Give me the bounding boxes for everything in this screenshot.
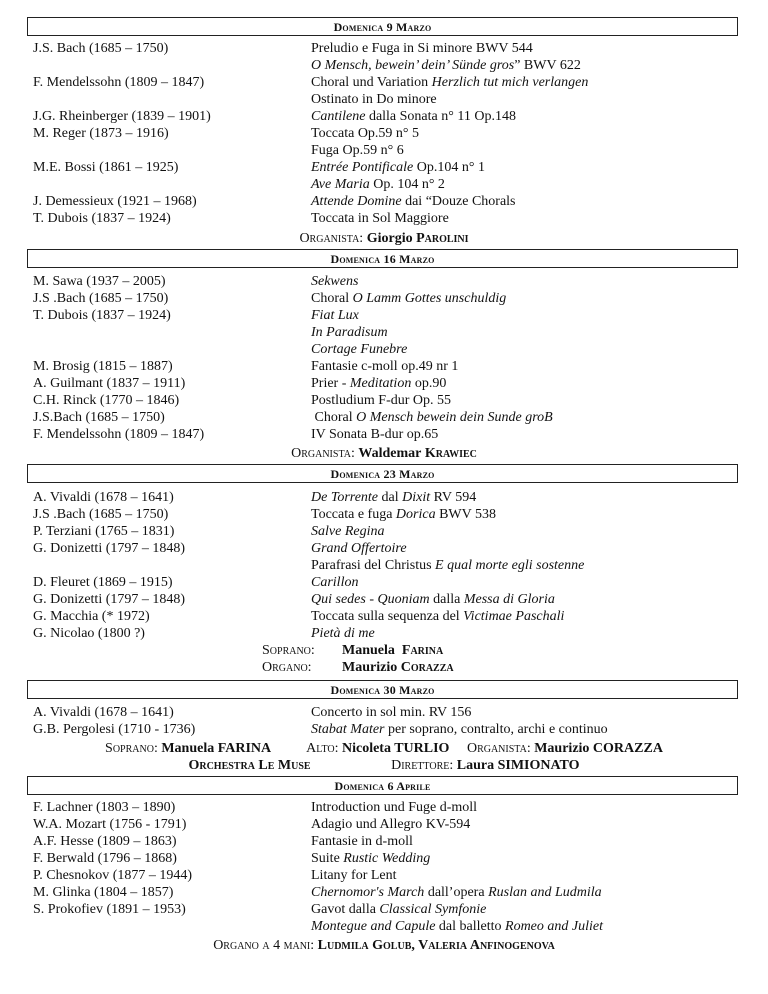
soprano-credit: Soprano: Manuela Farina — [262, 643, 444, 658]
program-row — [33, 426, 748, 443]
program-row — [33, 884, 748, 901]
program-row — [33, 341, 748, 358]
composer: T. Dubois (1837 – 1924) — [33, 211, 171, 226]
piece: Cantilene dalla Sonata n° 11 Op.148 — [311, 109, 516, 124]
program-row — [33, 40, 748, 57]
piece: Fuga Op.59 n° 6 — [311, 143, 404, 158]
piece: Grand Offertoire — [311, 541, 407, 556]
program-row — [33, 608, 748, 625]
program-row — [33, 557, 748, 574]
composer: J.S. Bach (1685 – 1750) — [33, 41, 169, 56]
piece: Attende Domine dai “Douze Chorals — [311, 194, 516, 209]
composer: M.E. Bossi (1861 – 1925) — [33, 160, 179, 175]
program-row — [33, 625, 748, 642]
piece: Choral O Lamm Gottes unschuldig — [311, 291, 507, 306]
composer: J. Demessieux (1921 – 1968) — [33, 194, 197, 209]
program-row — [33, 901, 748, 918]
piece: Qui sedes - Quoniam dalla Messa di Gloria — [311, 592, 555, 607]
piece: Toccata Op.59 n° 5 — [311, 126, 420, 141]
piece: O Mensch, bewein’ dein’ Sünde gros” BWV 622 — [311, 58, 581, 73]
composer: M. Glinka (1804 – 1857) — [33, 885, 174, 900]
piece: Concerto in sol min. RV 156 — [311, 705, 472, 720]
program-row — [33, 57, 748, 74]
composer: D. Fleuret (1869 – 1915) — [33, 575, 173, 590]
performer-credit: Organista: Waldemar Krawiec — [291, 446, 477, 461]
program-row — [33, 506, 748, 523]
piece: Ostinato in Do minore — [311, 92, 437, 107]
section-header-30-marzo: Domenica 30 Marzo — [27, 680, 738, 699]
organ-credit: Organo: Maurizio Corazza — [262, 660, 454, 675]
performers-credit: Soprano: Manuela FARINA Alto: Nicoleta TURLIO Organista: Maurizio CORAZZA — [105, 741, 663, 756]
program-row — [33, 290, 748, 307]
piece: Toccata sulla sequenza del Victimae Paschali — [311, 609, 565, 624]
program-row — [33, 867, 748, 884]
program-row — [33, 833, 748, 850]
piece: Fantasie c-moll op.49 nr 1 — [311, 359, 459, 374]
program-row — [33, 307, 748, 324]
piece: Prier - Meditation op.90 — [311, 376, 447, 391]
piece: Choral und Variation Herzlich tut mich verlangen — [311, 75, 589, 90]
composer: S. Prokofiev (1891 – 1953) — [33, 902, 186, 917]
program-row — [33, 409, 748, 426]
program-row — [33, 176, 748, 193]
piece: Stabat Mater per soprano, contralto, archi e continuo — [311, 722, 608, 737]
composer: F. Mendelssohn (1809 – 1847) — [33, 427, 205, 442]
piece: Pietà di me — [311, 626, 375, 641]
program-row — [33, 591, 748, 608]
piece: Toccata in Sol Maggiore — [311, 211, 449, 226]
composer: G. Macchia (* 1972) — [33, 609, 150, 624]
composer: J.S .Bach (1685 – 1750) — [33, 507, 169, 522]
program-row — [33, 193, 748, 210]
composer: A. Vivaldi (1678 – 1641) — [33, 490, 174, 505]
program-row — [33, 523, 748, 540]
piece: Postludium F-dur Op. 55 — [311, 393, 452, 408]
piece: Parafrasi del Christus E qual morte egli sostenne — [311, 558, 585, 573]
section-header-6-aprile: Domenica 6 Aprile — [27, 776, 738, 795]
program-row — [33, 918, 748, 935]
piece: Chernomor's March dall’opera Ruslan and Ludmila — [311, 885, 602, 900]
program-row — [33, 273, 748, 290]
composer: F. Lachner (1803 – 1890) — [33, 800, 176, 815]
composer: W.A. Mozart (1756 - 1791) — [33, 817, 187, 832]
program-row — [33, 850, 748, 867]
program-row — [33, 210, 748, 227]
program-row — [33, 392, 748, 409]
piece: Introduction und Fuge d-moll — [311, 800, 478, 815]
composer: J.S .Bach (1685 – 1750) — [33, 291, 169, 306]
program-row — [33, 540, 748, 557]
program-row — [33, 142, 748, 159]
piece: Fantasie in d-moll — [311, 834, 413, 849]
piece: Adagio und Allegro KV-594 — [311, 817, 471, 832]
composer: A.F. Hesse (1809 – 1863) — [33, 834, 177, 849]
piece: Toccata e fuga Dorica BWV 538 — [311, 507, 497, 522]
piece: Ave Maria Op. 104 n° 2 — [311, 177, 445, 192]
composer: M. Brosig (1815 – 1887) — [33, 359, 173, 374]
composer: F. Mendelssohn (1809 – 1847) — [33, 75, 205, 90]
program-row — [33, 74, 748, 91]
composer: T. Dubois (1837 – 1924) — [33, 308, 171, 323]
composer: G.B. Pergolesi (1710 - 1736) — [33, 722, 196, 737]
performer-credit: Organista: Giorgio Parolini — [299, 231, 469, 246]
piece: Gavot dalla Classical Symfonie — [311, 902, 487, 917]
composer: G. Donizetti (1797 – 1848) — [33, 541, 186, 556]
program-row — [33, 125, 748, 142]
program-row — [33, 324, 748, 341]
composer: A. Vivaldi (1678 – 1641) — [33, 705, 174, 720]
piece: Salve Regina — [311, 524, 385, 539]
composer: F. Berwald (1796 – 1868) — [33, 851, 177, 866]
composer: G. Nicolao (1800 ?) — [33, 626, 145, 641]
piece: In Paradisum — [311, 325, 388, 340]
composer: G. Donizetti (1797 – 1848) — [33, 592, 186, 607]
program-row — [33, 721, 748, 738]
piece: IV Sonata B-dur op.65 — [311, 427, 439, 442]
program-row — [33, 816, 748, 833]
composer: P. Chesnokov (1877 – 1944) — [33, 868, 193, 883]
piece: Choral O Mensch bewein dein Sunde groB — [311, 410, 553, 425]
piece: Cortage Funebre — [311, 342, 408, 357]
program-row — [33, 375, 748, 392]
piece: Litany for Lent — [311, 868, 397, 883]
composer: M. Sawa (1937 – 2005) — [33, 274, 166, 289]
program-row — [33, 91, 748, 108]
piece: Suite Rustic Wedding — [311, 851, 431, 866]
piece: Carillon — [311, 575, 359, 590]
program-row — [33, 574, 748, 591]
composer: J.S.Bach (1685 – 1750) — [33, 410, 165, 425]
program-row — [33, 358, 748, 375]
orchestra-credit: Orchestra Le Muse Direttore: Laura SIMIONATO — [188, 758, 580, 773]
composer: P. Terziani (1765 – 1831) — [33, 524, 175, 539]
composer: J.G. Rheinberger (1839 – 1901) — [33, 109, 211, 124]
program-row — [33, 159, 748, 176]
section-header-16-marzo: Domenica 16 Marzo — [27, 249, 738, 268]
program-row — [33, 799, 748, 816]
program-row — [33, 489, 748, 506]
section-header-9-marzo: Domenica 9 Marzo — [27, 17, 738, 36]
piece: Montegue and Capule dal balletto Romeo and Juliet — [311, 919, 603, 934]
composer: C.H. Rinck (1770 – 1846) — [33, 393, 180, 408]
program-row — [33, 704, 748, 721]
performer-credit: Organo a 4 mani: Ludmila Golub, Valeria Anfinogenova — [213, 938, 555, 953]
piece: Preludio e Fuga in Si minore BWV 544 — [311, 41, 533, 56]
program-row — [33, 108, 748, 125]
section-header-23-marzo: Domenica 23 Marzo — [27, 464, 738, 483]
composer: M. Reger (1873 – 1916) — [33, 126, 169, 141]
piece: De Torrente dal Dixit RV 594 — [311, 490, 477, 505]
piece: Sekwens — [311, 274, 359, 289]
piece: Entrée Pontificale Op.104 n° 1 — [311, 160, 485, 175]
piece: Fiat Lux — [311, 308, 359, 323]
composer: A. Guilmant (1837 – 1911) — [33, 376, 186, 391]
